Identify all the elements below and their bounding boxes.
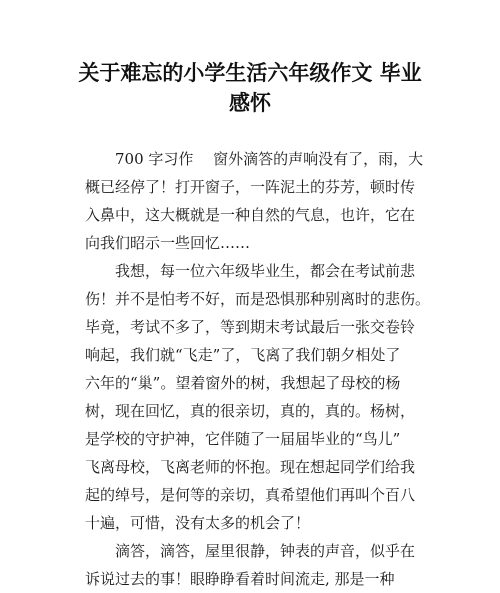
text-line: 飞离母校，飞离老师的怀抱。现在想起同学们给我 bbox=[85, 458, 416, 476]
text-line: 十遍，可惜，没有太多的机会了！ bbox=[85, 514, 311, 532]
title-line: 关于难忘的小学生活六年级作文 毕业 bbox=[78, 61, 422, 85]
text-line: 毕竟，考试不多了，等到期末考试最后一张交卷铃 bbox=[85, 318, 416, 336]
text-line: 入鼻中，这大概就是一种自然的气息，也许，它在 bbox=[85, 206, 416, 224]
text-line: 树，现在回忆，真的很亲切，真的，真的。杨树， bbox=[85, 402, 416, 420]
text-line: 向我们昭示一些回忆…… bbox=[85, 234, 251, 252]
article-body bbox=[85, 145, 431, 593]
text-line: 概已经停了！打开窗子，一阵泥土的芬芳，顿时传 bbox=[85, 178, 416, 196]
text-line: 诉说过去的事！眼睁睁看着时间流走, 那是一种 bbox=[85, 570, 395, 588]
text-line: 700 字习作 窗外滴答的声响没有了，雨，大 bbox=[85, 150, 424, 168]
article-title bbox=[60, 58, 440, 118]
text-line: 滴答，滴答，屋里很静，钟表的声音，似乎在 bbox=[85, 542, 416, 560]
paragraph bbox=[85, 257, 431, 537]
text-line: 伤！并不是怕考不好，而是恐惧那种别离时的悲伤。 bbox=[85, 290, 431, 308]
text-line: 我想，每一位六年级毕业生，都会在考试前悲 bbox=[85, 262, 416, 280]
text-line: 起的绰号，是何等的亲切，真希望他们再叫个百八 bbox=[85, 486, 416, 504]
title-line: 感怀 bbox=[229, 91, 271, 115]
text-line: 响起，我们就“飞走”了，飞离了我们朝夕相处了 bbox=[85, 346, 401, 364]
text-line: 六年的“巢”。望着窗外的树，我想起了母校的杨 bbox=[85, 374, 401, 392]
text-line: 是学校的守护神，它伴随了一届届毕业的“鸟儿” bbox=[85, 430, 401, 448]
paragraph bbox=[85, 537, 425, 593]
paragraph bbox=[85, 145, 425, 257]
